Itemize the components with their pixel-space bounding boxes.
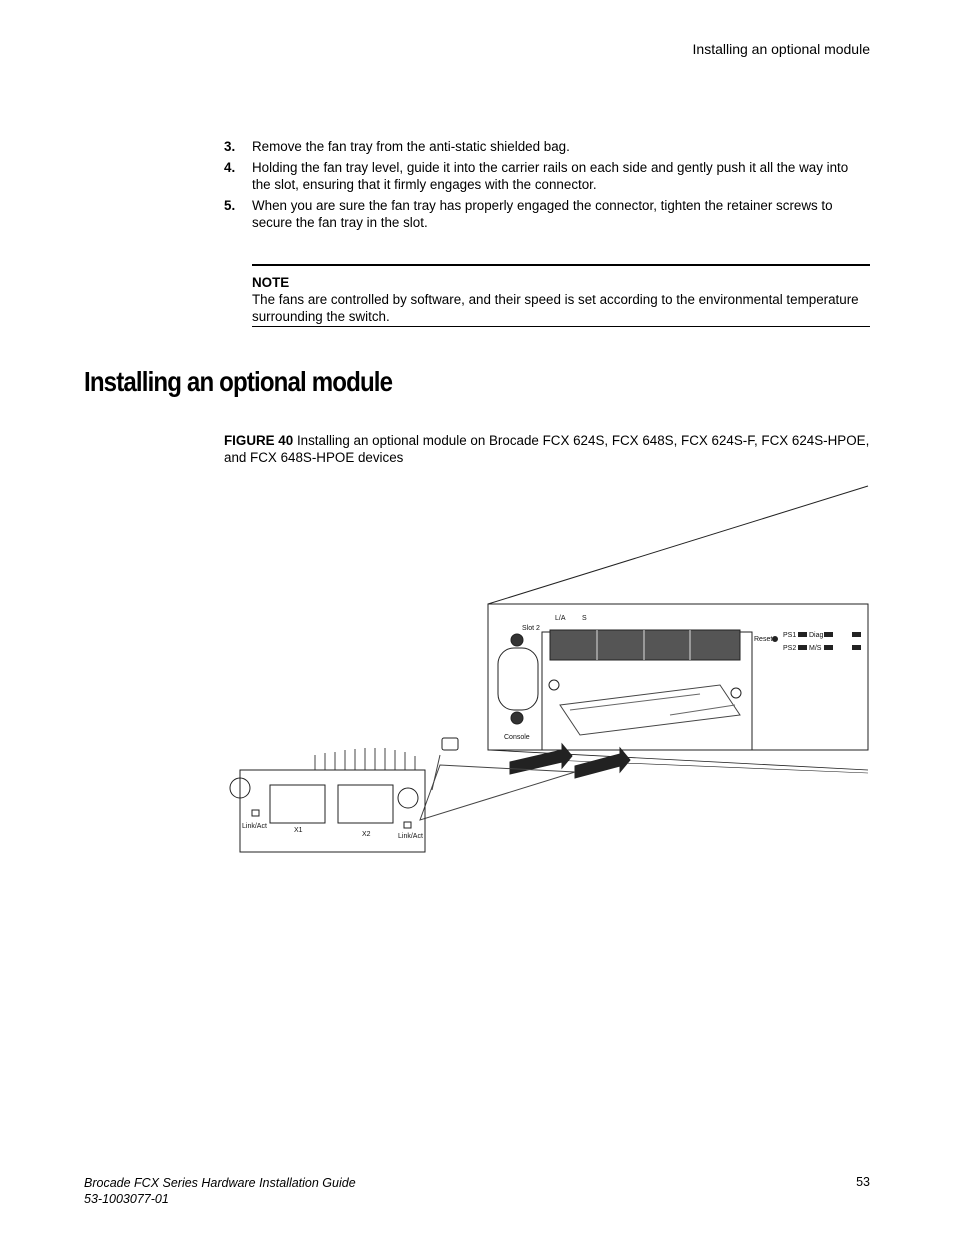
ms-label: M/S xyxy=(809,645,822,652)
note-text: The fans are controlled by software, and their speed is set according to the environmental temperature surrounding the switch. xyxy=(252,292,859,324)
ps1-label: PS1 xyxy=(783,632,797,639)
chassis-top-edge xyxy=(488,486,868,604)
x2-label: X2 xyxy=(362,831,371,838)
step-4 xyxy=(224,159,870,193)
s-label: S xyxy=(582,615,587,622)
note-box xyxy=(252,264,870,327)
link-act-label-right: Link/Act xyxy=(398,833,423,840)
section-title: Installing an optional module xyxy=(84,366,393,397)
la-label: L/A xyxy=(555,615,566,622)
right-thumbscrew xyxy=(398,788,418,808)
link-act-label-left: Link/Act xyxy=(242,823,267,830)
step-text: Holding the fan tray level, guide it into the carrier rails on each side and gently push it all the way into the slot, ensuring that it firmly engages with the connector. xyxy=(252,160,849,192)
module-installation-figure xyxy=(220,480,870,860)
diag-label: Diag xyxy=(809,632,824,639)
x1-label: X1 xyxy=(294,827,303,834)
figure-caption xyxy=(224,432,870,466)
note-heading: NOTE xyxy=(252,275,290,290)
console-label: Console xyxy=(504,734,530,741)
reset-label: Reset xyxy=(754,636,773,643)
step-3 xyxy=(224,138,870,155)
step-number: 3. xyxy=(224,139,236,154)
ps2-label: PS2 xyxy=(783,645,797,652)
footer-doc-number: 53-1003077-01 xyxy=(84,1192,169,1206)
x2-port xyxy=(338,785,393,823)
figure-label: FIGURE 40 xyxy=(224,433,294,448)
step-5 xyxy=(224,197,870,231)
figure-caption-text: Installing an optional module on Brocade FCX 624S, FCX 648S, FCX 624S-F, FCX 624S-HPOE, and FCX 648S-HPOE devices xyxy=(224,433,870,465)
slot-label: Slot 2 xyxy=(522,625,540,632)
step-number: 5. xyxy=(224,198,236,213)
running-header: Installing an optional module xyxy=(692,41,870,57)
x1-port xyxy=(270,785,325,823)
footer-doc-title: Brocade FCX Series Hardware Installation Guide xyxy=(84,1176,356,1190)
step-text: Remove the fan tray from the anti-static shielded bag. xyxy=(252,139,570,154)
step-number: 4. xyxy=(224,160,236,175)
step-text: When you are sure the fan tray has properly engaged the connector, tighten the retainer screws to secure the fan tray in the slot. xyxy=(252,198,833,230)
chassis-front-panel xyxy=(488,604,868,750)
procedure-steps xyxy=(224,138,870,235)
page-number: 53 xyxy=(856,1175,870,1189)
footer-doc-info xyxy=(84,1175,356,1207)
console-port xyxy=(498,648,538,710)
